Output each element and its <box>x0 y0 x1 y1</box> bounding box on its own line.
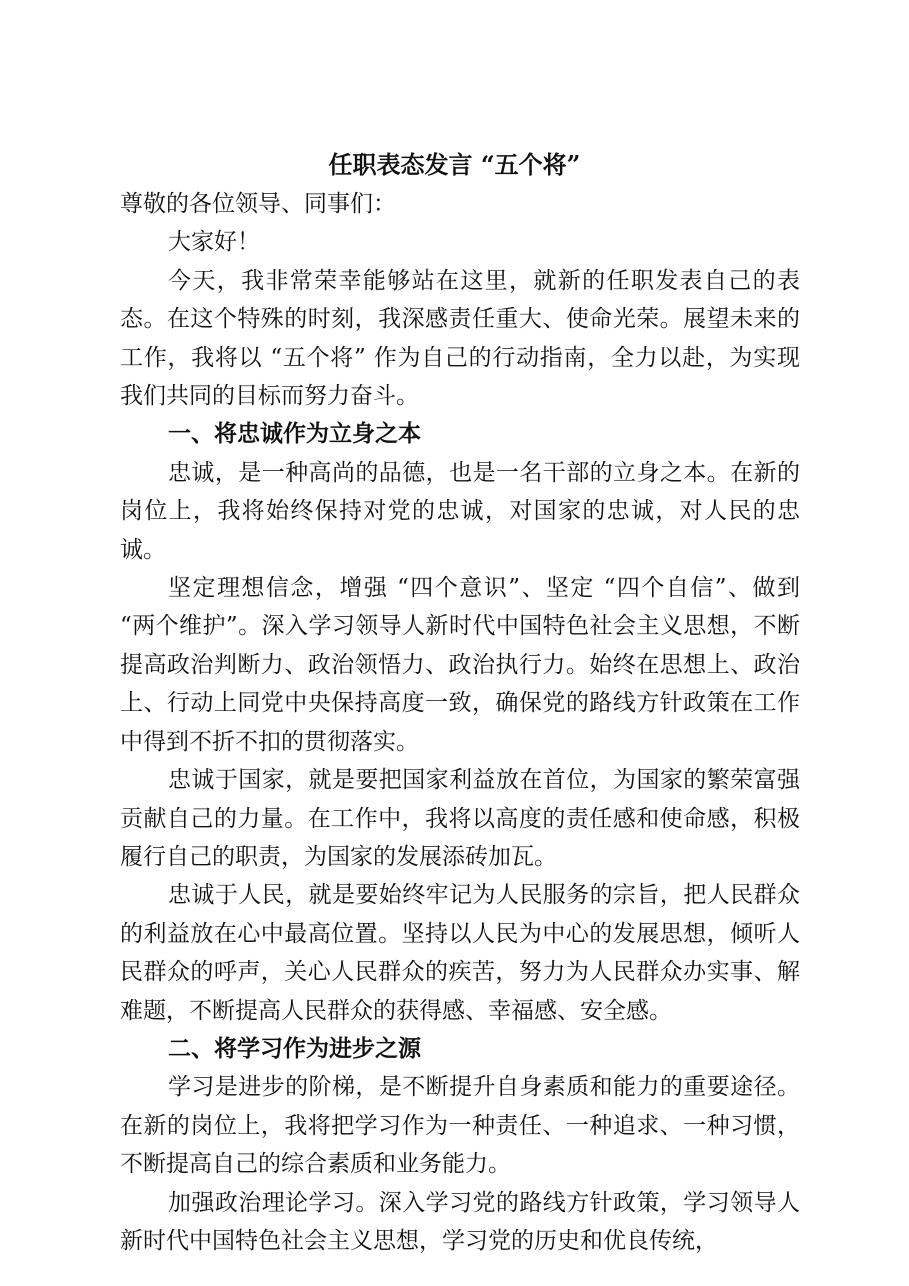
salutation: 尊敬的各位领导、同事们： <box>120 191 396 217</box>
paragraph: 忠诚，是一种高尚的品德，也是一名干部的立身之本。在新的岗位上，我将始终保持对党的忠诚，对国家的忠诚，对人民的忠诚。 <box>120 459 800 563</box>
paragraph-intro: 今天，我非常荣幸能够站在这里，就新的任职发表自己的表态。在这个特殊的时刻，我深感责任重大、使命光荣。展望未来的工作，我将以 “五个将” 作为自己的行动指南，全力以赴，为实现我们共同的目标而努力奋斗。 <box>120 267 800 410</box>
paragraph: 忠诚于人民，就是要始终牢记为人民服务的宗旨，把人民群众的利益放在心中最高位置。坚持以人民为中心的发展思想，倾听人民群众的呼声，关心人民群众的疾苦，努力为人民群众办实事、解难题，不断提高人民群众的获得感、幸福感、安全感。 <box>120 882 800 1024</box>
document-body <box>120 185 800 1260</box>
paragraph: 忠诚于国家，就是要把国家利益放在首位，为国家的繁荣富强贡献自己的力量。在工作中，我将以高度的责任感和使命感，积极履行自己的职责，为国家的发展添砖加瓦。 <box>120 767 800 870</box>
paragraph: 加强政治理论学习。深入学习党的路线方针政策，学习领导人新时代中国特色社会主义思想，学习党的历史和优良传统， <box>120 1189 800 1254</box>
paragraph: 坚定理想信念，增强 “四个意识”、坚定 “四个自信”、做到 “两个维护”。深入学习领导人新时代中国特色社会主义思想，不断提高政治判断力、政治领悟力、政治执行力。始终在思想上、政治上、行动上同党中央保持高度一致，确保党的路线方针政策在工作中得到不折不扣的贯彻落实。 <box>120 575 800 755</box>
paragraph: 学习是进步的阶梯，是不断提升自身素质和能力的重要途径。在新的岗位上，我将把学习作为一种责任、一种追求、一种习惯，不断提高自己的综合素质和业务能力。 <box>120 1074 800 1178</box>
section-heading-2: 二、将学习作为进步之源 <box>168 1035 421 1062</box>
section-heading-1: 一、将忠诚作为立身之本 <box>168 421 421 448</box>
greeting: 大家好！ <box>168 229 260 256</box>
document-title: 任职表态发言 “五个将” <box>328 150 581 179</box>
